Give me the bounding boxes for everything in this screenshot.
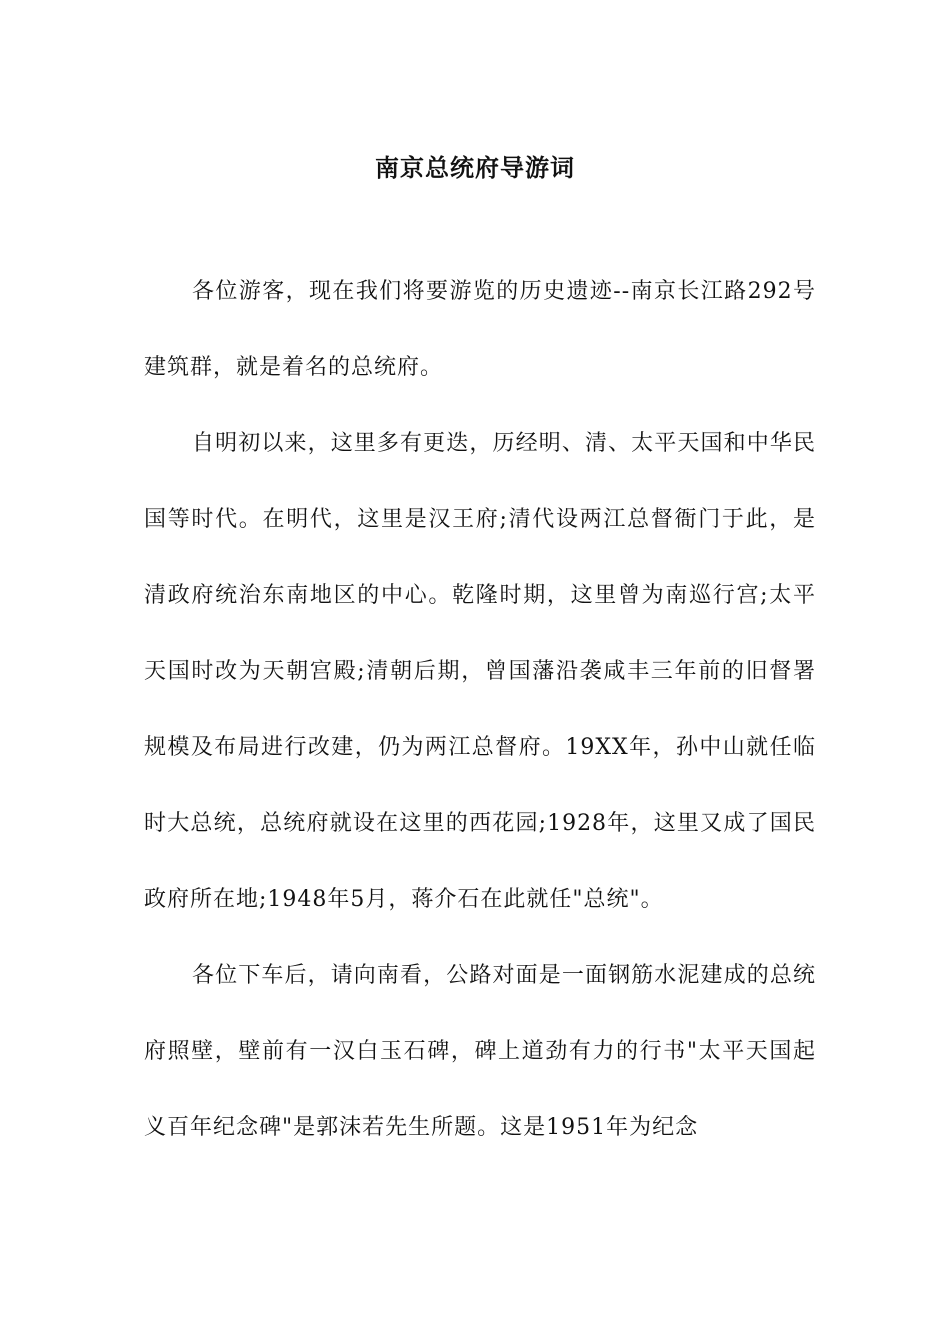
paragraph-intro: 各位游客，现在我们将要游览的历史遗迹--南京长江路292号建筑群，就是着名的总统府。	[144, 279, 816, 380]
page-title: 南京总统府导游词	[375, 153, 575, 183]
paragraph-history: 自明初以来，这里多有更迭，历经明、清、太平天国和中华民国等时代。在明代，这里是汉王府;清代设两江总督衙门于此，是清政府统治东南地区的中心。乾隆时期，这里曾为南巡行宫;太平天国时改为天朝宫殿;清朝后期，曾国藩沿袭咸丰三年前的旧督署规模及布局进行改建，仍为两江总督府。19XX年，孙中山就任临时大总统，总统府就设在这里的西花园;1928年，这里又成了国民政府所在地;1948年5月，蒋介石在此就任"总统"。	[144, 431, 816, 912]
document-body	[144, 254, 816, 1166]
paragraph-screen-wall: 各位下车后，请向南看，公路对面是一面钢筋水泥建成的总统府照壁，壁前有一汉白玉石碑，碑上道劲有力的行书"太平天国起义百年纪念碑"是郭沫若先生所题。这是1951年为纪念	[144, 963, 816, 1140]
